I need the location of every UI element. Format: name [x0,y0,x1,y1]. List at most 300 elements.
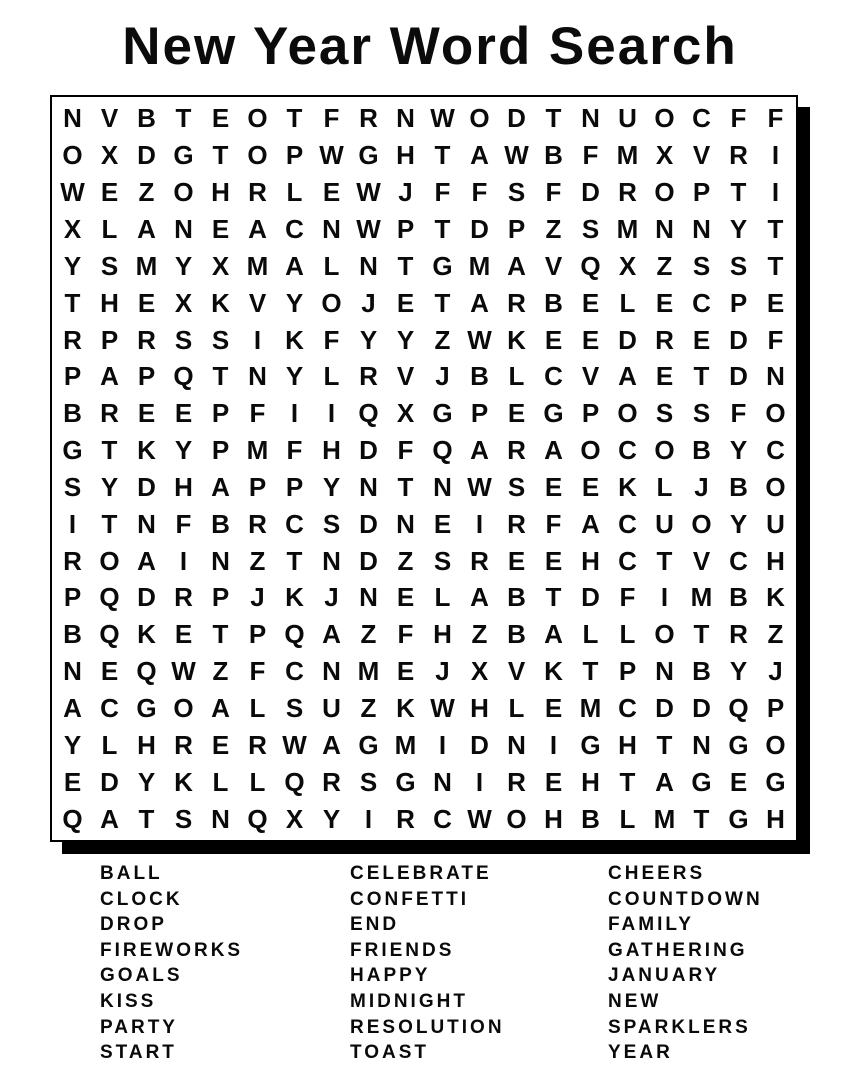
grid-cell: A [470,582,489,613]
grid-cell: O [62,140,83,171]
grid-cell: K [137,435,156,466]
grid-cell: A [544,619,563,650]
grid-cell: T [286,545,303,576]
grid-cell: E [655,361,674,392]
grid-cell: M [616,213,639,244]
grid-cell: H [322,435,341,466]
grid-cell: A [470,435,489,466]
grid-cell: F [545,177,562,208]
grid-cell: O [99,545,120,576]
grid-cell: O [691,508,712,539]
page-title: New Year Word Search [122,17,738,76]
grid-cell: D [729,361,748,392]
grid-cell: P [729,287,748,318]
grid-cell: Z [434,324,451,355]
grid-cell: R [100,398,119,429]
grid-cell: B [470,361,489,392]
grid-cell: Q [136,656,157,687]
grid-cell: R [174,582,193,613]
word-list-item: KISS [100,990,157,1012]
grid-cell: L [212,766,229,797]
grid-cell: D [137,140,156,171]
grid-cell: J [435,361,450,392]
grid-cell: U [322,693,341,724]
grid-cell: E [581,324,600,355]
grid-cell: N [137,508,156,539]
grid-cell: O [654,435,675,466]
grid-cell: S [359,766,378,797]
grid-cell: A [100,361,119,392]
grid-cell: A [507,250,526,281]
grid-cell: R [174,729,193,760]
grid-cell: H [766,545,785,576]
grid-cell: J [694,471,709,502]
grid-cell: C [544,361,563,392]
word-list-item: CHEERS [608,863,706,884]
grid-cell: B [544,140,563,171]
grid-cell: B [63,398,82,429]
word-list-item: CELEBRATE [350,863,492,884]
grid-cell: I [179,545,188,576]
word-list-item: FIREWORKS [100,939,244,961]
grid-cell: J [768,656,783,687]
word-list-item: SPARKLERS [608,1016,751,1038]
grid-cell: N [211,545,230,576]
grid-cell: K [174,766,193,797]
word-list-item: CLOCK [100,888,183,910]
grid-cell: R [248,729,267,760]
grid-cell: G [395,766,416,797]
grid-cell: P [211,398,230,429]
word-list-item: END [350,914,400,936]
grid-cell: E [581,471,600,502]
grid-cell: Y [285,361,304,392]
grid-cell: D [359,545,378,576]
grid-cell: X [655,140,674,171]
grid-cell: N [507,729,526,760]
grid-cell: M [246,250,269,281]
grid-cell: K [211,287,230,318]
grid-cell: G [728,803,749,834]
grid-cell: Y [729,435,748,466]
grid-cell: Q [284,766,305,797]
grid-cell: Q [580,250,601,281]
grid-cell: X [618,250,637,281]
grid-cell: G [136,693,157,724]
grid-cell: P [581,398,600,429]
grid-cell: N [396,103,415,134]
grid-cell: Y [322,803,341,834]
grid-cell: V [100,103,119,134]
grid-cell: A [211,471,230,502]
grid-cell: U [766,508,785,539]
grid-cell: A [285,250,304,281]
grid-cell: Q [99,619,120,650]
grid-cell: R [470,545,489,576]
grid-cell: I [771,140,780,171]
grid-cell: D [470,729,489,760]
grid-cell: W [467,471,492,502]
grid-cell: Z [138,177,155,208]
grid-cell: Y [729,213,748,244]
grid-cell: A [322,729,341,760]
grid-cell: S [211,324,230,355]
grid-cell: L [323,361,340,392]
grid-cell: Q [358,398,379,429]
word-list-item: DROP [100,914,167,936]
grid-cell: F [582,140,599,171]
grid-cell: R [655,324,674,355]
grid-cell: S [63,471,82,502]
grid-cell: C [692,287,711,318]
grid-cell: N [396,508,415,539]
grid-cell: W [319,140,344,171]
word-list-item: MIDNIGHT [350,990,468,1012]
grid-cell: C [285,656,304,687]
grid-cell: B [507,582,526,613]
grid-cell: Q [432,435,453,466]
grid-cell: M [468,250,491,281]
grid-cell: N [433,471,452,502]
grid-cell: P [248,471,267,502]
grid-cell: T [434,140,451,171]
grid-cell: I [438,729,447,760]
word-list-item: YEAR [608,1042,673,1064]
grid-cell: A [470,140,489,171]
grid-cell: E [766,287,785,318]
grid-cell: D [581,177,600,208]
grid-cell: J [324,582,339,613]
grid-cell: N [63,103,82,134]
grid-cell: B [211,508,230,539]
grid-cell: A [470,287,489,318]
grid-cell: X [396,398,415,429]
grid-cell: A [211,693,230,724]
grid-cell: N [581,103,600,134]
grid-cell: N [63,656,82,687]
grid-cell: Z [212,656,229,687]
grid-cell: T [286,103,303,134]
grid-cell: S [581,213,600,244]
grid-cell: A [63,693,82,724]
grid-cell: T [64,287,81,318]
grid-cell: E [174,619,193,650]
grid-cell: C [100,693,119,724]
grid-cell: O [654,177,675,208]
grid-cell: R [137,324,156,355]
grid-cell: E [100,656,119,687]
grid-cell: J [250,582,265,613]
grid-cell: E [322,177,341,208]
grid-cell: S [692,250,711,281]
grid-cell: E [544,545,563,576]
grid-cell: O [247,140,268,171]
grid-cell: F [545,508,562,539]
grid-cell: A [618,361,637,392]
grid-cell: I [475,766,484,797]
grid-cell: C [618,545,637,576]
grid-cell: D [137,471,156,502]
grid-cell: S [174,803,193,834]
grid-cell: L [101,729,118,760]
grid-cell: C [618,508,637,539]
grid-cell: Q [247,803,268,834]
grid-cell: L [286,177,303,208]
grid-cell: T [101,435,118,466]
grid-cell: H [544,803,563,834]
grid-cell: O [654,619,675,650]
grid-cell: N [322,545,341,576]
grid-cell: P [63,361,82,392]
grid-cell: P [618,656,637,687]
grid-cell: N [211,803,230,834]
grid-cell: E [544,324,563,355]
grid-cell: I [68,508,77,539]
grid-cell: Z [767,619,784,650]
grid-cell: D [100,766,119,797]
grid-cell: A [544,435,563,466]
grid-cell: S [100,250,119,281]
word-list-item: PARTY [100,1016,178,1038]
grid-cell: E [63,766,82,797]
grid-cell: J [398,177,413,208]
grid-cell: E [137,287,156,318]
grid-cell: H [433,619,452,650]
grid-cell: F [323,324,340,355]
grid-cell: S [507,177,526,208]
grid-cell: Q [728,693,749,724]
grid-cell: K [285,324,304,355]
word-list-column-2 [350,861,505,1066]
grid-cell: E [544,766,563,797]
grid-cell: G [62,435,83,466]
grid-cell: E [396,656,415,687]
grid-cell: Q [284,619,305,650]
grid-cell: H [137,729,156,760]
grid-cell: R [248,508,267,539]
grid-cell: R [729,619,748,650]
grid-cell: E [692,324,711,355]
grid-cell: W [430,693,455,724]
grid-cell: P [285,140,304,171]
grid-cell: R [359,103,378,134]
grid-cell: N [766,361,785,392]
word-list-item: CONFETTI [350,888,469,910]
grid-cell: V [544,250,563,281]
grid-cell: P [100,324,119,355]
grid-cell: X [470,656,489,687]
grid-cell: U [618,103,637,134]
grid-cell: P [211,435,230,466]
grid-cell: D [137,582,156,613]
word-list-item: NEW [608,990,662,1012]
grid-cell: V [581,361,600,392]
grid-cell: T [693,619,710,650]
grid-cell: H [211,177,230,208]
grid-cell: H [396,140,415,171]
grid-cell: G [432,398,453,429]
grid-cell: B [692,435,711,466]
grid-cell: L [619,619,636,650]
grid-cell: W [467,803,492,834]
grid-cell: E [655,287,674,318]
grid-cell: P [137,361,156,392]
grid-cell: C [285,508,304,539]
grid-cell: F [730,398,747,429]
grid-cell: E [100,177,119,208]
grid-cell: T [582,656,599,687]
grid-cell: T [767,213,784,244]
grid-cell: Z [249,545,266,576]
grid-cell: F [471,177,488,208]
grid-cell: M [616,140,639,171]
grid-cell: E [433,508,452,539]
grid-cell: W [282,729,307,760]
grid-cell: Y [100,471,119,502]
grid-cell: G [432,250,453,281]
grid-cell: V [248,287,267,318]
grid-cell: W [467,324,492,355]
grid-cell: R [507,435,526,466]
grid-cell: Z [360,693,377,724]
grid-cell: M [246,435,269,466]
grid-cell: P [285,471,304,502]
grid-cell: Z [397,545,414,576]
grid-cell: A [100,803,119,834]
grid-cell: R [507,766,526,797]
grid-cell: P [211,582,230,613]
grid-cell: F [397,435,414,466]
grid-cell: I [327,398,336,429]
word-list-item: START [100,1042,177,1064]
grid-cell: T [693,803,710,834]
grid-cell: L [101,213,118,244]
grid-cell: T [545,103,562,134]
grid-cell: X [63,213,82,244]
grid-cell: M [653,803,676,834]
grid-cell: E [544,693,563,724]
grid-cell: O [654,103,675,134]
grid-cell: B [581,803,600,834]
grid-cell: E [211,213,230,244]
grid-cell: O [765,729,786,760]
grid-cell: O [617,398,638,429]
grid-cell: N [433,766,452,797]
grid-cell: N [692,729,711,760]
grid-cell: D [470,213,489,244]
grid-cell: Z [656,250,673,281]
word-list-item: RESOLUTION [350,1016,505,1038]
grid-cell: R [63,324,82,355]
grid-cell: H [470,693,489,724]
grid-cell: D [359,435,378,466]
grid-cell: F [730,103,747,134]
grid-cell: R [396,803,415,834]
grid-cell: X [211,250,230,281]
grid-cell: Y [174,435,193,466]
grid-cell: O [321,287,342,318]
grid-cell: E [211,103,230,134]
grid-cell: L [249,766,266,797]
grid-cell: F [767,324,784,355]
grid-cell: G [765,766,786,797]
grid-cell: F [767,103,784,134]
grid-cell: C [692,103,711,134]
grid-cell: Z [471,619,488,650]
grid-cell: M [357,656,380,687]
grid-cell: M [135,250,158,281]
grid-cell: V [507,656,526,687]
grid-cell: B [544,287,563,318]
grid-cell: F [323,103,340,134]
word-list-column-1 [100,861,243,1066]
grid-cell: K [396,693,415,724]
grid-cell: Q [62,803,83,834]
grid-cell: M [579,693,602,724]
grid-cell: P [396,213,415,244]
word-list-item: JANUARY [608,965,721,987]
grid-cell: T [730,177,747,208]
grid-cell: I [475,508,484,539]
grid-cell: H [581,766,600,797]
grid-cell: K [507,324,526,355]
grid-cell: Q [173,361,194,392]
grid-cell: C [285,213,304,244]
grid-cell: Z [545,213,562,244]
grid-cell: O [247,103,268,134]
grid-cell: O [765,471,786,502]
grid-cell: B [137,103,156,134]
grid-cell: E [137,398,156,429]
grid-cell: O [580,435,601,466]
word-list-item: FRIENDS [350,939,455,961]
grid-cell: T [656,729,673,760]
grid-cell: Y [174,250,193,281]
word-list-item: TOAST [350,1042,430,1064]
grid-cell: L [508,361,525,392]
grid-cell: O [506,803,527,834]
grid-cell: M [690,582,713,613]
grid-cell: F [619,582,636,613]
grid-cell: T [212,140,229,171]
grid-cell: K [137,619,156,650]
grid-cell: T [101,508,118,539]
grid-cell: M [394,729,417,760]
grid-cell: D [618,324,637,355]
grid-cell: T [619,766,636,797]
grid-cell: R [507,287,526,318]
grid-cell: T [212,361,229,392]
grid-cell: R [729,140,748,171]
grid-cell: G [580,729,601,760]
grid-cell: R [507,508,526,539]
grid-cell: G [358,729,379,760]
grid-cell: N [174,213,193,244]
grid-cell: J [361,287,376,318]
grid-cell: R [618,177,637,208]
grid-cell: C [729,545,748,576]
grid-cell: U [655,508,674,539]
grid-cell: X [285,803,304,834]
grid-cell: O [469,103,490,134]
grid-cell: Y [137,766,156,797]
grid-cell: I [253,324,262,355]
grid-cell: D [655,693,674,724]
grid-cell: Q [99,582,120,613]
grid-cell: C [433,803,452,834]
grid-cell: W [356,177,381,208]
grid-cell: D [692,693,711,724]
